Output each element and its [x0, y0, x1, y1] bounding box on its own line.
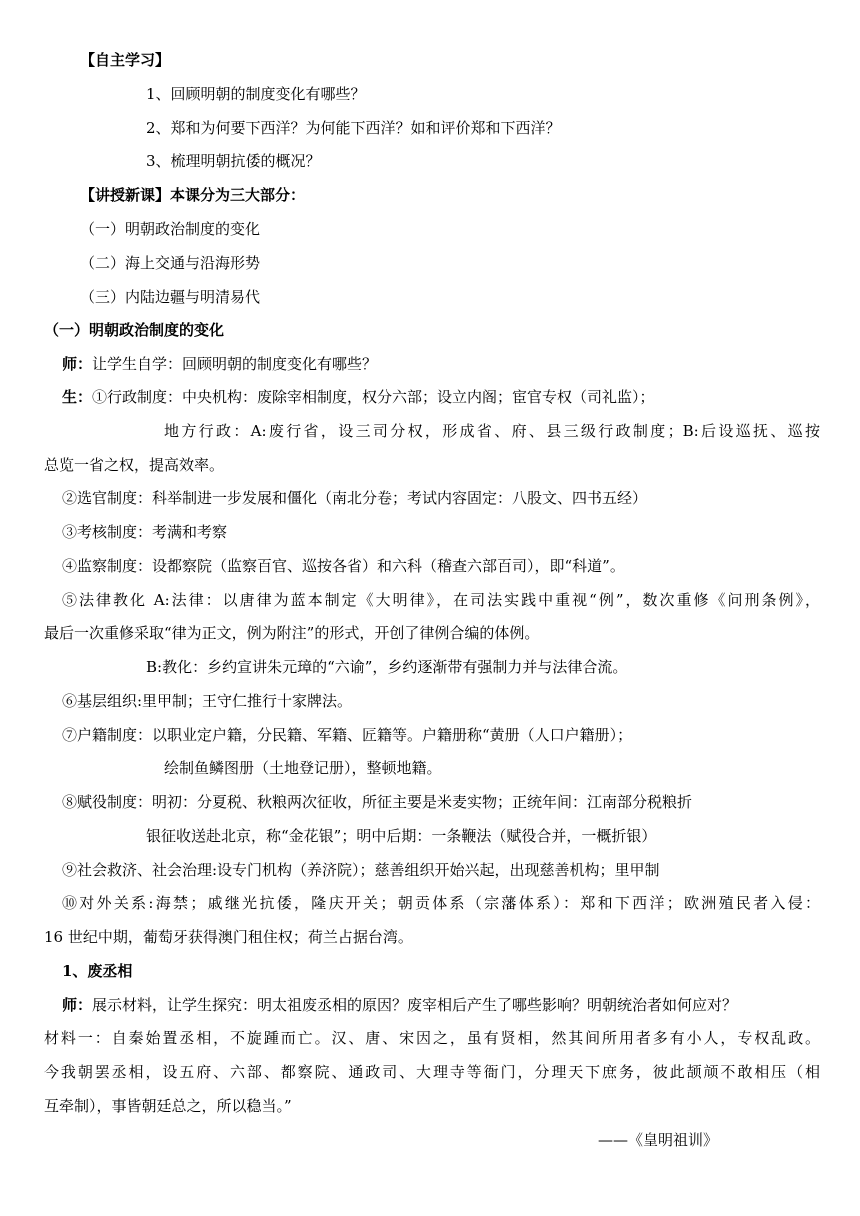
lesson-part-2: （二）海上交通与沿海形势: [80, 254, 261, 272]
self-study-heading: 【自主学习】: [80, 51, 171, 69]
lesson-part-1: （一）明朝政治制度的变化: [80, 220, 261, 238]
item-foreign-relations-cont: 16 世纪中期，葡萄牙获得澳门租住权；荷兰占据台湾。: [44, 928, 413, 946]
material-line-1: 材料一：自秦始置丞相，不旋踵而亡。汉、唐、宋因之，虽有贤相，然其间所用者多有小人，专权乱政。: [44, 1029, 820, 1047]
item-law-cont: 最后一次重修采取“律为正文，例为附注”的形式，开创了律例合编的体例。: [44, 624, 540, 642]
lesson-part-3: （三）内陆边疆与明清易代: [80, 288, 261, 306]
item-household: ⑦户籍制度：以职业定户籍，分民籍、军籍、匠籍等。户籍册称“黄册（人口户籍册）；: [62, 726, 633, 744]
teacher-text: 让学生自学：回顾明朝的制度变化有哪些？: [92, 355, 378, 373]
item-local-admin: 地方行政：A:废行省，设三司分权，形成省、府、县三级行政制度；B:后设巡抚、巡按: [164, 422, 820, 440]
item-official-selection: ②选官制度：科举制进一步发展和僵化（南北分卷；考试内容固定：八股文、四书五经）: [62, 489, 648, 507]
item-taxation: ⑧赋役制度：明初：分夏税、秋粮两次征收，所征主要是米麦实物；正统年间：江南部分税粮折: [62, 793, 693, 811]
teacher-label-2: 师：: [62, 996, 93, 1014]
teacher-text-2: 展示材料，让学生探究：明太祖废丞相的原因？废宰相后产生了哪些影响？明朝统治者如何应对？: [92, 996, 738, 1014]
item-grassroots: ⑥基层组织:里甲制；王守仁推行十家牌法。: [62, 692, 353, 710]
self-study-question-1: 1、回顾明朝的制度变化有哪些？: [146, 85, 366, 103]
item-taxation-cont: 银征收送赴北京，称“金花银”；明中后期：一条鞭法（赋役合并，一概折银）: [146, 827, 657, 845]
item-social-relief: ⑨社会救济、社会治理:设专门机构（养济院）；慈善组织开始兴起，出现慈善机构；里甲制: [62, 861, 660, 879]
item-law: ⑤法律教化 A:法律：以唐律为蓝本制定《大明律》，在司法实践中重视“例”，数次重修《问刑条例》，: [62, 591, 820, 609]
item-foreign-relations: ⑩对外关系:海禁；戚继光抗倭，隆庆开关；朝贡体系（宗藩体系）：郑和下西洋；欧洲殖民者入侵：: [62, 894, 820, 912]
material-source: ——《皇明祖训》: [598, 1131, 719, 1149]
item-administrative: ①行政制度：中央机构：废除宰相制度，权分六部；设立内阁；宦官专权（司礼监）；: [92, 388, 655, 406]
student-label: 生：: [62, 388, 93, 406]
section-title: （一）明朝政治制度的变化: [44, 321, 225, 339]
item-education: B:教化：乡约宣讲朱元璋的“六谕”，乡约逐渐带有强制力并与法律合流。: [146, 658, 628, 676]
material-line-3: 互牵制），事皆朝廷总之，所以稳当。”: [44, 1097, 292, 1115]
student-line: [62, 387, 655, 407]
teacher-line: [62, 354, 377, 374]
teacher-label: 师：: [62, 355, 93, 373]
self-study-question-3: 3、梳理明朝抗倭的概况？: [146, 152, 321, 170]
new-lesson-heading: 【讲授新课】本课分为三大部分：: [80, 186, 306, 204]
subsection-title: 1、废丞相: [62, 962, 133, 980]
item-evaluation: ③考核制度：考满和考察: [62, 523, 228, 541]
self-study-question-2: 2、郑和为何要下西洋？为何能下西洋？如和评价郑和下西洋？: [146, 119, 561, 137]
item-supervision: ④监察制度：设都察院（监察百官、巡按各省）和六科（稽查六部百司），即“科道”。: [62, 557, 625, 575]
teacher-line-2: [62, 995, 737, 1015]
item-household-cont: 绘制鱼鳞图册（土地登记册），整顿地籍。: [164, 759, 442, 777]
material-line-2: 今我朝罢丞相，设五府、六部、都察院、通政司、大理寺等衙门，分理天下庶务，彼此颉颃不敢相压（相: [44, 1063, 820, 1081]
item-local-admin-cont: 总览一省之权，提高效率。: [44, 456, 225, 474]
